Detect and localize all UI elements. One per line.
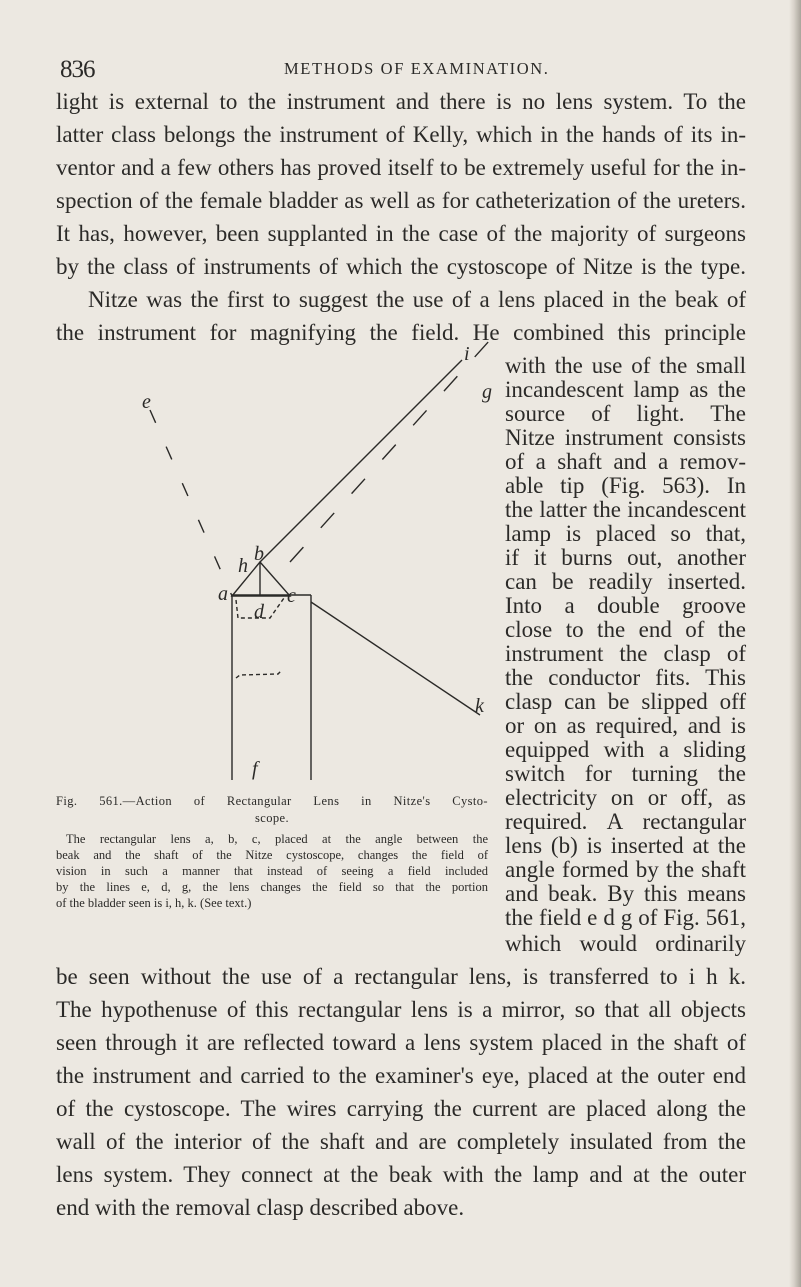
wrap-line: can be readily inserted. (505, 569, 746, 594)
body-line: It has, however, been supplanted in the case of the majority of surgeons (56, 221, 746, 246)
wrap-line: or on as required, and is (505, 713, 746, 738)
wrap-line: with the use of the small (505, 353, 746, 378)
body-line: of the cystoscope. The wires carrying the current are placed along the (56, 1096, 746, 1121)
body-line: be seen without the use of a rectangular lens, is transferred to i h k. (56, 964, 746, 989)
line-k (311, 602, 480, 715)
lens-diagram (142, 340, 500, 780)
wrap-line: required. A rectangular (505, 809, 746, 834)
body-line: which would ordinarily (505, 931, 746, 956)
body-line: end with the removal clasp described above. (56, 1195, 465, 1220)
label-g: g (482, 381, 492, 403)
body-line: the instrument and carried to the examiner's eye, placed at the outer end (56, 1063, 746, 1088)
body-line: wall of the interior of the shaft and are completely insulated from the (56, 1129, 746, 1154)
figure-caption-line: of the bladder seen is i, h, k. (See text.) (56, 896, 252, 910)
field-marker-lower (236, 670, 282, 678)
wrap-line: angle formed by the shaft (505, 857, 746, 882)
wrap-line: switch for turning the (505, 761, 746, 786)
body-line: spection of the female bladder as well as for catheterization of the ureters. (56, 188, 746, 213)
wrap-line: Nitze instrument consists (505, 425, 746, 450)
figure-caption-line: vision in such a manner that instead of seeing a field included (56, 864, 488, 878)
figure-caption-line: by the lines e, d, g, the lens changes the field so that the portion (56, 880, 488, 894)
figure-caption-title: Fig. 561.—Action of Rectangular Lens in Nitze's Cysto- (56, 794, 488, 808)
label-b: b (254, 543, 264, 565)
body-line: the instrument for magnifying the field. He combined this principle (56, 320, 746, 345)
figure-caption-line: beak and the shaft of the Nitze cystoscope, changes the field of (56, 848, 488, 862)
body-line: latter class belongs the instrument of Kelly, which in the hands of its in- (56, 122, 746, 147)
body-line: lens system. They connect at the beak with the lamp and at the outer (56, 1162, 746, 1187)
label-f: f (252, 758, 258, 780)
wrap-line: the latter the incandescent (505, 497, 746, 522)
wrap-line: electricity on or off, as (505, 785, 746, 810)
wrap-line: clasp can be slipped off (505, 689, 746, 714)
wrap-line: the conductor fits. This (505, 665, 746, 690)
line-g (290, 340, 490, 562)
wrap-line: Into a double groove (505, 593, 746, 618)
wrap-line: equipped with a sliding (505, 737, 746, 762)
line-e (150, 410, 232, 596)
running-head: METHODS OF EXAMINATION. (284, 59, 550, 78)
wrap-line: if it burns out, another (505, 545, 746, 570)
label-c: c (287, 585, 296, 607)
wrap-line: incandescent lamp as the (505, 377, 746, 402)
wrap-line: source of light. The (505, 401, 746, 426)
page-number: 836 (60, 56, 95, 83)
body-line: Nitze was the first to suggest the use of a lens placed in the beak of (88, 287, 746, 312)
figure-caption-title-cont: scope. (255, 811, 289, 825)
body-line: by the class of instruments of which the cystoscope of Nitze is the type. (56, 254, 746, 279)
label-i: i (464, 343, 470, 365)
figure-caption-line: The rectangular lens a, b, c, placed at the angle between the (66, 832, 488, 846)
wrap-line: close to the end of the (505, 617, 746, 642)
wrap-line: able tip (Fig. 563). In (505, 473, 746, 498)
line-h-i (260, 360, 462, 562)
label-k: k (475, 695, 484, 717)
body-line: light is external to the instrument and there is no lens system. To the (56, 89, 746, 114)
label-a: a (218, 583, 228, 605)
label-d: d (254, 601, 264, 623)
wrap-line: lens (b) is inserted at the (505, 833, 746, 858)
wrap-line: the field e d g of Fig. 561, (505, 905, 746, 930)
label-e: e (142, 391, 151, 413)
body-line: ventor and a few others has proved itself to be extremely useful for the in- (56, 155, 746, 180)
wrap-line: of a shaft and a remov- (505, 449, 746, 474)
label-h: h (238, 555, 248, 577)
page-edge-shadow (789, 0, 801, 1287)
wrap-line: instrument the clasp of (505, 641, 746, 666)
wrap-line: lamp is placed so that, (505, 521, 746, 546)
body-line: seen through it are reflected toward a lens system placed in the shaft of (56, 1030, 746, 1055)
body-line: The hypothenuse of this rectangular lens is a mirror, so that all objects (56, 997, 746, 1022)
wrap-line: and beak. By this means (505, 881, 746, 906)
